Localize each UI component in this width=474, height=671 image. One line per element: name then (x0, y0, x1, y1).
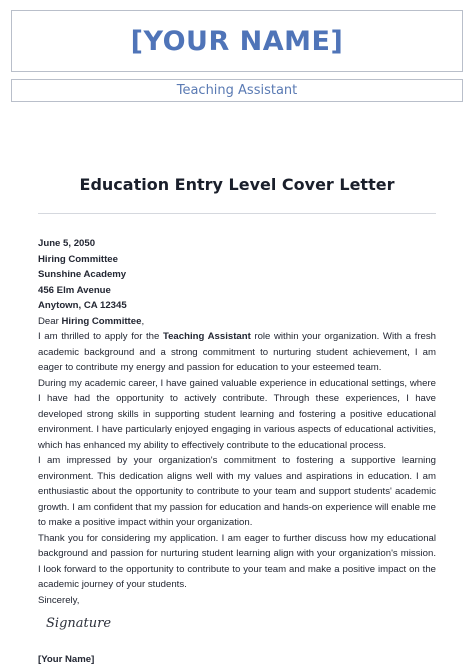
paragraph-experience: During my academic career, I have gained valuable experience in educational settings, where I have had the opportunity to actively contribute. Through these experiences, I have developed strong skills in supporting student learning and fostering a positive educational environment. I have particularly enjoyed engaging in various aspects of educational activities, which has enhanced my ability to effectively contribute to the educational process. (38, 377, 436, 451)
applicant-name: [YOUR NAME] (130, 25, 344, 57)
name-header-box (11, 10, 463, 72)
role-header-box (11, 79, 463, 102)
intro-text-a: I am thrilled to apply for the (38, 331, 163, 342)
salutation (38, 314, 436, 330)
closing-phrase: Sincerely, (38, 594, 80, 606)
letter-body (38, 236, 436, 608)
salutation-prefix: Dear (38, 315, 62, 327)
paragraph-closing: Thank you for considering my application. I am eager to further discuss how my educational background and passion for nurturing student learning align with your organization's mission. I look forward to the opportunity to contribute to your team and make a positive impact on the academic journey of your students. (38, 532, 436, 590)
recipient-street: 456 Elm Avenue (38, 284, 111, 296)
paragraph-motivation: I am impressed by your organization's commitment to fostering a supportive learning environment. This dedication aligns well with my values and aspirations in education. I am enthusiastic about the opportunity to contribute to your team and support students' academic growth. I am confident that my passion for education and hands-on experience will enable me to make a positive impact within your organization. (38, 455, 436, 528)
recipient-city: Anytown, CA 12345 (38, 300, 127, 311)
letter-date: June 5, 2050 (38, 238, 96, 249)
signer-name: [Your Name] (38, 654, 95, 665)
signature: Signature (46, 616, 112, 631)
job-role: Teaching Assistant (176, 83, 298, 98)
recipient-organization: Sunshine Academy (38, 269, 127, 280)
salutation-name: Hiring Committee (61, 315, 142, 327)
intro-role: Teaching Assistant (162, 331, 251, 342)
paragraph-intro (38, 329, 436, 376)
document-title: Education Entry Level Cover Letter (79, 175, 395, 194)
salutation-suffix: , (141, 315, 145, 327)
intro-text-b: role within your organization. With a fresh academic background and a strong commitment to nurturing student achievement, I am eager to contribute my energy and passion for education to your esteemed team. (38, 331, 436, 373)
title-divider (38, 213, 436, 214)
recipient-name: Hiring Committee (38, 253, 118, 265)
